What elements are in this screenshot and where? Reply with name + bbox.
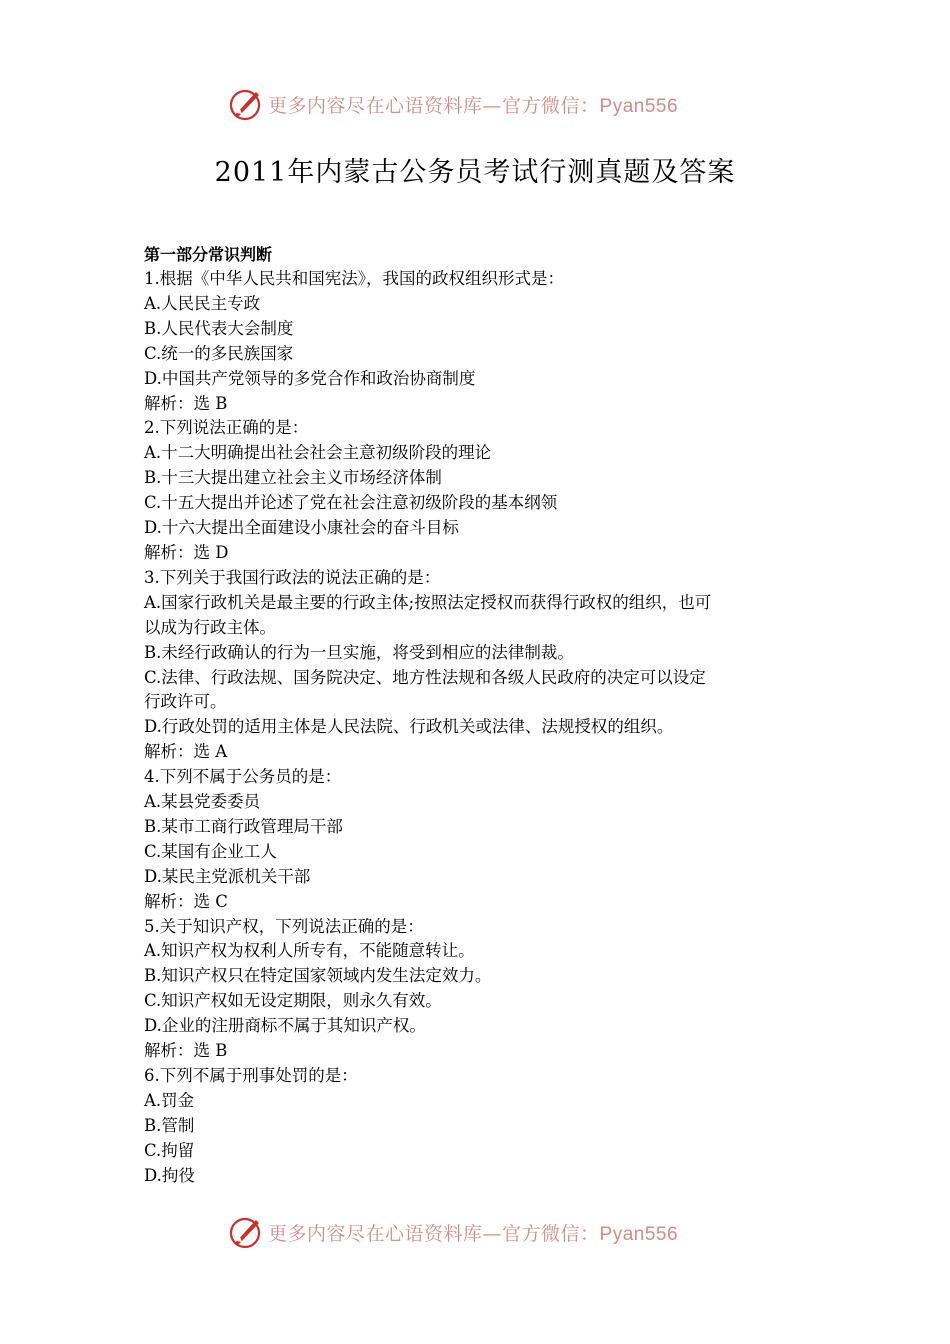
- text-line: B.未经行政确认的行为一旦实施，将受到相应的法律制裁。: [144, 642, 574, 662]
- text-line: D.企业的注册商标不属于其知识产权。: [144, 1016, 426, 1036]
- text-line: B.某市工商行政管理局干部: [144, 816, 343, 836]
- text-line: A.罚金: [144, 1090, 195, 1110]
- text-line: C.知识产权如无设定期限，则永久有效。: [144, 991, 442, 1011]
- text-line: 4.下列不属于公务员的是：: [144, 767, 342, 787]
- text-line: D.十六大提出全面建设小康社会的奋斗目标: [144, 518, 459, 538]
- text-line: A.国家行政机关是最主要的行政主体;按照法定授权而获得行政权的组织，也可: [144, 592, 712, 612]
- document-body: [144, 242, 814, 1189]
- quill-pen-logo-icon: [228, 1214, 264, 1250]
- text-line: 解析：选 D: [144, 542, 229, 562]
- text-line: A.某县党委委员: [144, 792, 261, 812]
- text-line: B.人民代表大会制度: [144, 318, 294, 338]
- text-line: A.人民民主专政: [144, 293, 261, 313]
- text-line: B.十三大提出建立社会主义市场经济体制: [144, 468, 442, 488]
- text-line: C.某国有企业工人: [144, 841, 277, 861]
- document-title: 2011年内蒙古公务员考试行测真题及答案: [214, 157, 736, 188]
- text-line: B.管制: [144, 1115, 195, 1135]
- text-line: C.十五大提出并论述了党在社会注意初级阶段的基本纲领: [144, 493, 558, 513]
- text-line: 5.关于知识产权，下列说法正确的是：: [144, 916, 424, 936]
- text-line: 3.下列关于我国行政法的说法正确的是：: [144, 567, 441, 587]
- text-line: D.拘役: [144, 1165, 195, 1185]
- text-line: 解析：选 B: [144, 1041, 228, 1061]
- text-line: 以成为行政主体。: [144, 617, 276, 637]
- wechat-id: Pyan556: [599, 1223, 679, 1245]
- wechat-id: Pyan556: [599, 95, 679, 117]
- text-line: D.中国共产党领导的多党合作和政治协商制度: [144, 368, 476, 388]
- text-line: 解析：选 A: [144, 742, 228, 762]
- banner-text: 更多内容尽在心语资料库—官方微信：Pyan556: [268, 1222, 679, 1245]
- question-list: [144, 267, 814, 1189]
- text-line: D.行政处罚的适用主体是人民法院、行政机关或法律、法规授权的组织。: [144, 717, 674, 737]
- text-line: 6.下列不属于刑事处罚的是：: [144, 1066, 358, 1085]
- text-line: 1.根据《中华人民共和国宪法》，我国的政权组织形式是：: [144, 269, 564, 288]
- footer-banner: [0, 1212, 950, 1252]
- text-line: 解析：选 C: [144, 891, 228, 911]
- section-heading: 第一部分常识判断: [144, 245, 273, 264]
- text-line: C.拘留: [144, 1140, 195, 1160]
- header-banner: [0, 84, 950, 124]
- text-line: 2.下列说法正确的是：: [144, 418, 309, 438]
- text-line: B.知识产权只在特定国家领域内发生法定效力。: [144, 966, 492, 986]
- banner-text: 更多内容尽在心语资料库—官方微信：Pyan556: [268, 94, 679, 117]
- text-line: D.某民主党派机关干部: [144, 866, 311, 886]
- text-line: A.知识产权为权利人所专有，不能随意转让。: [144, 941, 475, 961]
- text-line: C.法律、行政法规、国务院决定、地方性法规和各级人民政府的决定可以设定: [144, 667, 706, 687]
- text-line: C.统一的多民族国家: [144, 343, 294, 363]
- text-line: A.十二大明确提出社会社会主意初级阶段的理论: [144, 443, 492, 463]
- text-line: 行政许可。: [144, 692, 227, 712]
- quill-pen-logo-icon: [228, 86, 264, 122]
- text-line: 解析：选 B: [144, 393, 228, 413]
